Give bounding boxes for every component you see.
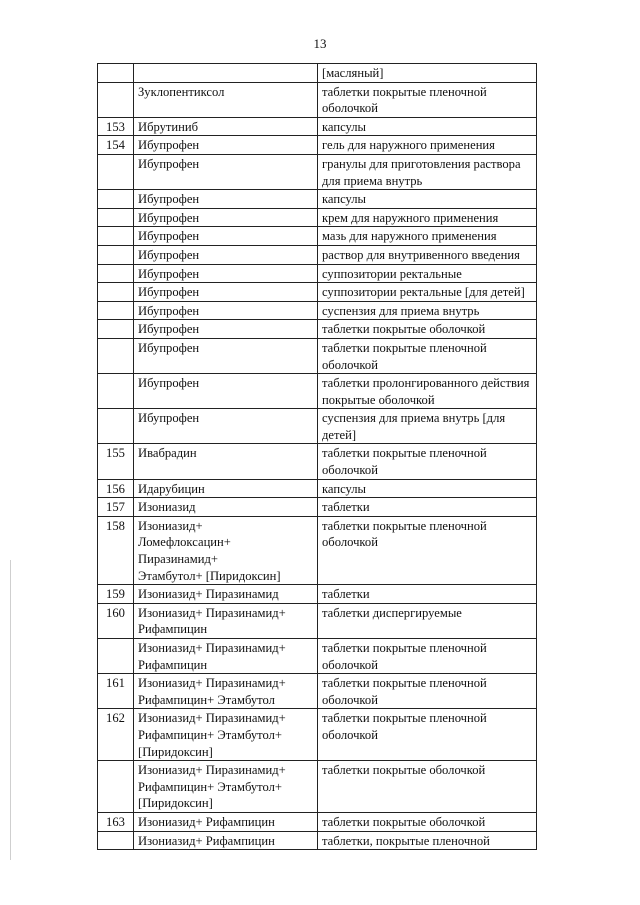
drug-name-cell [134,136,318,155]
dosage-form-cell [318,812,537,831]
drug-name-line: Ибупрофен [138,229,200,244]
dosage-form-cell [318,374,537,409]
dosage-form-line: оболочкой [322,692,378,707]
row-number-cell: 155 [98,444,134,479]
table-row [98,831,537,850]
drug-name-line: Ибупрофен [138,340,200,355]
dosage-form-line: оболочкой [322,101,378,116]
dosage-form-line: капсулы [322,481,367,496]
drug-name-cell [134,264,318,283]
drug-name-line: Этамбутол+ [Пиридоксин] [138,568,281,583]
dosage-form-cell [318,64,537,83]
table-row [98,409,537,444]
drug-name-cell [134,301,318,320]
drug-name-cell [134,516,318,584]
drug-name-cell [134,409,318,444]
dosage-form-line: таблетки покрытые оболочкой [322,763,486,778]
dosage-form-line: таблетки покрытые оболочкой [322,322,486,337]
drug-name-cell [134,674,318,709]
row-number-cell [98,639,134,674]
drug-name-line: Рифампицин+ Этамбутол+ [138,727,283,742]
row-number-cell: 156 [98,479,134,498]
table-row [98,283,537,302]
drug-name-cell [134,117,318,136]
dosage-form-cell [318,136,537,155]
dosage-form-line: суспензия для приема внутрь [322,303,480,318]
drug-name-line: Изониазид+ [138,518,203,533]
dosage-form-cell [318,603,537,638]
table-row [98,320,537,339]
drug-name-line: Ибупрофен [138,376,200,391]
drug-name-line: Изониазид+ Пиразинамид+ [138,676,286,691]
row-number-cell [98,761,134,813]
table-row [98,190,537,209]
drug-name-line: Ибупрофен [138,210,200,225]
drug-name-line: [Пиридоксин] [138,796,213,811]
row-number-cell [98,154,134,189]
dosage-form-cell [318,709,537,761]
dosage-form-line: суппозитории ректальные [322,266,462,281]
drug-name-line: Изониазид+ Пиразинамид+ [138,763,286,778]
drug-name-line: Ломефлоксацин+ [138,535,231,550]
drug-name-line: Ибупрофен [138,285,200,300]
row-number-cell [98,82,134,117]
dosage-form-line: таблетки покрытые пленочной [322,446,487,461]
dosage-form-line: таблетки пролонгированного действия [322,376,530,391]
drug-name-cell [134,761,318,813]
drug-name-cell [134,208,318,227]
dosage-form-line: таблетки покрытые пленочной [322,84,487,99]
dosage-form-cell [318,208,537,227]
drug-name-line: Ибупрофен [138,266,200,281]
drug-name-cell [134,812,318,831]
drug-name-line: Рифампицин [138,657,208,672]
drug-name-cell [134,639,318,674]
dosage-form-cell [318,264,537,283]
dosage-form-cell [318,444,537,479]
row-number-cell [98,374,134,409]
drug-name-cell [134,338,318,373]
table-row [98,338,537,373]
dosage-form-line: таблетки покрытые пленочной [322,518,487,533]
dosage-form-cell [318,479,537,498]
row-number-cell [98,831,134,850]
dosage-form-line: [масляный] [322,66,384,80]
drug-name-line: Ибупрофен [138,156,200,171]
dosage-form-cell [318,301,537,320]
drug-name-line: Ибупрофен [138,411,200,426]
row-number-cell: 158 [98,516,134,584]
drug-name-cell [134,82,318,117]
row-number-cell [98,338,134,373]
row-number-cell: 163 [98,812,134,831]
dosage-form-line: таблетки покрытые пленочной [322,711,487,726]
drug-name-cell [134,245,318,264]
drug-name-cell [134,227,318,246]
table-row [98,639,537,674]
row-number-cell: 154 [98,136,134,155]
table-row [98,516,537,584]
table-row [98,208,537,227]
table-row [98,245,537,264]
dosage-form-cell [318,761,537,813]
dosage-form-cell [318,190,537,209]
row-number-cell: 160 [98,603,134,638]
table-row [98,761,537,813]
drug-name-line: Идарубицин [138,481,205,496]
drug-name-cell [134,585,318,604]
dosage-form-line: таблетки [322,500,370,515]
drug-name-cell [134,603,318,638]
table-row [98,154,537,189]
dosage-form-line: суспензия для приема внутрь [для [322,411,506,426]
dosage-form-line: покрытые оболочкой [322,392,435,407]
drug-name-cell [134,154,318,189]
row-number-cell [98,320,134,339]
dosage-form-cell [318,498,537,517]
dosage-form-cell [318,320,537,339]
dosage-form-line: капсулы [322,192,367,207]
table-row [98,585,537,604]
table-row [98,301,537,320]
drug-name-line: Изониазид+ Пиразинамид+ [138,641,286,655]
drug-name-cell [134,64,318,83]
table-row [98,374,537,409]
table-row [98,674,537,709]
table-row [98,812,537,831]
drug-name-line: Изониазид+ Пиразинамид [138,587,279,602]
dosage-form-line: таблетки покрытые пленочной [322,641,487,655]
dosage-form-line: таблетки покрытые пленочной [322,340,487,355]
dosage-form-cell [318,227,537,246]
drug-name-line: Зуклопентиксол [138,84,225,99]
dosage-form-cell [318,338,537,373]
table-row [98,498,537,517]
row-number-cell [98,190,134,209]
row-number-cell [98,208,134,227]
table-row [98,603,537,638]
dosage-form-line: таблетки покрытые пленочной [322,676,487,691]
dosage-form-cell [318,245,537,264]
dosage-form-cell [318,117,537,136]
drug-name-line: Ибупрофен [138,247,200,262]
dosage-form-cell [318,639,537,674]
row-number-cell: 153 [98,117,134,136]
table-row [98,82,537,117]
drug-name-line: Изониазид [138,500,196,515]
row-number-cell [98,245,134,264]
row-number-cell [98,264,134,283]
drug-name-line: Ивабрадин [138,446,197,461]
drug-name-line: Изониазид+ Рифампицин [138,814,275,829]
drug-name-line: Ибупрофен [138,322,200,337]
dosage-form-line: гель для наружного применения [322,138,495,153]
drug-name-line: Изониазид+ Пиразинамид+ [138,605,286,620]
drug-table-body [98,64,537,850]
drug-name-line [138,65,314,82]
drug-name-line: Пиразинамид+ [138,552,218,567]
drug-name-line: Рифампицин [138,622,208,637]
dosage-form-line: для приема внутрь [322,173,423,188]
dosage-form-line: оболочкой [322,463,378,478]
drug-name-line: Ибупрофен [138,192,200,207]
drug-name-line: Ибрутиниб [138,119,199,134]
row-number-cell: 159 [98,585,134,604]
page-edge-mark [10,560,11,860]
dosage-form-line: детей] [322,427,357,442]
dosage-form-cell [318,82,537,117]
table-row [98,227,537,246]
page-number: 13 [313,36,327,51]
dosage-form-line: таблетки покрытые оболочкой [322,814,486,829]
dosage-form-line: таблетки [322,587,370,602]
row-number-cell: 161 [98,674,134,709]
dosage-form-line: капсулы [322,119,367,134]
row-number-cell [98,301,134,320]
drug-name-line: Рифампицин+ Этамбутол [138,692,275,707]
drug-table [97,63,537,850]
dosage-form-line: таблетки диспергируемые [322,605,462,620]
dosage-form-line: оболочкой [322,727,378,742]
dosage-form-line: оболочкой [322,657,378,672]
drug-name-cell [134,498,318,517]
drug-name-line: Изониазид+ Пиразинамид+ [138,711,286,726]
table-row [98,709,537,761]
drug-name-cell [134,374,318,409]
table-row [98,479,537,498]
table-row [98,264,537,283]
row-number-cell [98,227,134,246]
drug-name-cell [134,479,318,498]
dosage-form-line: оболочкой [322,357,378,372]
dosage-form-line: таблетки, покрытые пленочной [322,833,490,848]
dosage-form-line: мазь для наружного применения [322,229,497,244]
drug-name-line: Изониазид+ Рифампицин [138,833,275,848]
drug-name-cell [134,709,318,761]
dosage-form-cell [318,516,537,584]
table-row [98,136,537,155]
dosage-form-line: гранулы для приготовления раствора [322,156,521,171]
table-row [98,117,537,136]
row-number-cell [98,64,134,83]
dosage-form-cell [318,409,537,444]
drug-name-cell [134,831,318,850]
drug-name-cell [134,283,318,302]
drug-name-line: [Пиридоксин] [138,744,213,759]
drug-name-cell [134,444,318,479]
dosage-form-line: крем для наружного применения [322,210,499,225]
table-row [98,444,537,479]
dosage-form-cell [318,831,537,850]
dosage-form-line: суппозитории ректальные [для детей] [322,285,525,300]
dosage-form-cell [318,585,537,604]
drug-name-line: Рифампицин+ Этамбутол+ [138,779,283,794]
dosage-form-cell [318,283,537,302]
table-row [98,64,537,83]
row-number-cell: 162 [98,709,134,761]
row-number-cell [98,409,134,444]
drug-name-line: Ибупрофен [138,138,200,153]
dosage-form-cell [318,154,537,189]
dosage-form-cell [318,674,537,709]
drug-name-line: Ибупрофен [138,303,200,318]
row-number-cell: 157 [98,498,134,517]
row-number-cell [98,283,134,302]
dosage-form-line: раствор для внутривенного введения [322,247,520,262]
drug-name-cell [134,320,318,339]
drug-name-cell [134,190,318,209]
dosage-form-line: оболочкой [322,535,378,550]
